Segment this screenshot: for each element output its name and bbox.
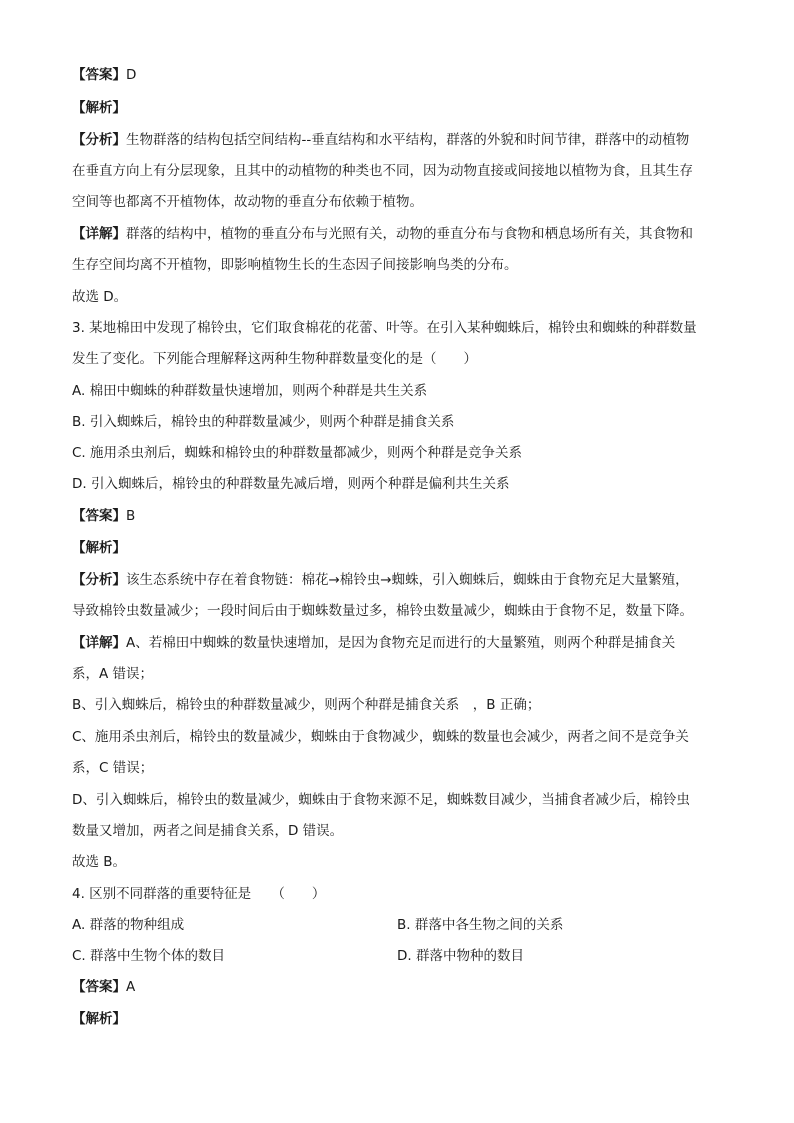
text-line <box>72 758 153 778</box>
text-run: 故选 B。 <box>72 854 127 870</box>
text-run: 故选 D。 <box>72 289 128 305</box>
text-line <box>72 852 126 872</box>
text-line <box>72 443 522 463</box>
text-run: B. 引入蜘蛛后，棉铃虫的种群数量减少，则两个种群是捕食关系 <box>72 414 455 430</box>
section-label: 【解析】 <box>72 540 126 556</box>
text-line <box>72 790 690 810</box>
text-run: 系，C 错误； <box>72 760 154 776</box>
text-line <box>72 318 697 338</box>
section-label: 【详解】 <box>72 226 126 242</box>
text-line <box>72 349 477 369</box>
text-line <box>72 224 693 244</box>
text-line <box>72 474 509 494</box>
text-line <box>72 381 427 401</box>
answer-option: D. 群落中物种的数目 <box>397 948 524 964</box>
text-line <box>72 538 126 558</box>
answer-option: A. 群落的物种组成 <box>72 917 185 933</box>
text-line <box>72 287 127 307</box>
text-line <box>72 98 126 118</box>
text-line <box>72 65 136 85</box>
text-run: 生存空间均离不开植物，即影响植物生长的生态因子间接影响鸟类的分布。 <box>72 257 518 273</box>
text-run: 群落的结构中，植物的垂直分布与光照有关，动物的垂直分布与食物和栖息场所有关，其食物和 <box>126 226 693 242</box>
text-run: B <box>126 508 136 524</box>
text-run: 数量又增加，两者之间是捕食关系，D 错误。 <box>72 823 344 839</box>
text-line <box>72 695 540 715</box>
text-run: D. 引入蜘蛛后，棉铃虫的种群数量先减后增，则两个种群是偏利共生关系 <box>72 476 510 492</box>
answer-option: B. 群落中各生物之间的关系 <box>397 917 564 933</box>
text-run: 系，A 错误； <box>72 666 154 682</box>
text-run: 导致棉铃虫数量减少；一段时间后由于蜘蛛数量过多，棉铃虫数量减少，蜘蛛由于食物不足，数量下降。 <box>72 603 693 619</box>
text-line <box>72 412 454 432</box>
text-run: 空间等也都离不开植物体，故动物的垂直分布依赖于植物。 <box>72 194 423 210</box>
section-label: 【解析】 <box>72 1011 126 1027</box>
text-line <box>72 1009 126 1029</box>
section-label: 【详解】 <box>72 635 126 651</box>
text-line <box>72 633 675 653</box>
section-label: 【分析】 <box>72 572 126 588</box>
section-label: 【答案】 <box>72 67 126 83</box>
answer-option: C. 群落中生物个体的数目 <box>72 948 226 964</box>
text-line <box>72 255 518 275</box>
section-label: 【解析】 <box>72 100 126 116</box>
text-line <box>72 727 689 747</box>
text-line <box>72 130 689 150</box>
text-line <box>72 192 423 212</box>
text-run: 该生态系统中存在着食物链：棉花→棉铃虫→蜘蛛，引入蜘蛛后，蜘蛛由于食物充足大量繁殖， <box>126 572 689 588</box>
text-line <box>72 570 689 590</box>
text-line <box>72 161 693 181</box>
text-run: D、引入蜘蛛后，棉铃虫的数量减少，蜘蛛由于食物来源不足，蜘蛛数目减少，当捕食者减少后，棉铃虫 <box>72 792 690 808</box>
text-run: 4. 区别不同群落的重要特征是 （ ） <box>72 886 326 902</box>
text-run: D <box>126 67 137 83</box>
text-line <box>72 884 325 904</box>
section-label: 【分析】 <box>72 132 126 148</box>
text-run: B、引入蜘蛛后，棉铃虫的种群数量减少，则两个种群是捕食关系 ，B 正确； <box>72 697 541 713</box>
text-line <box>72 821 343 841</box>
text-run: 在垂直方向上有分层现象，且其中的动植物的种类也不同，因为动物直接或间接地以植物为食，且其生存 <box>72 163 693 179</box>
text-run: A <box>126 979 136 995</box>
text-line <box>72 506 135 526</box>
text-run: C. 施用杀虫剂后，蜘蛛和棉铃虫的种群数量都减少，则两个种群是竞争关系 <box>72 445 523 461</box>
section-label: 【答案】 <box>72 979 126 995</box>
text-line <box>72 664 153 684</box>
text-run: A. 棉田中蜘蛛的种群数量快速增加，则两个种群是共生关系 <box>72 383 428 399</box>
text-run: 3. 某地棉田中发现了棉铃虫，它们取食棉花的花蕾、叶等。在引入某种蜘蛛后，棉铃虫和蜘蛛的种群数量 <box>72 320 697 336</box>
text-line <box>72 977 135 997</box>
text-run: A、若棉田中蜘蛛的数量快速增加，是因为食物充足而进行的大量繁殖，则两个种群是捕食关 <box>126 635 676 651</box>
text-line <box>72 601 693 621</box>
section-label: 【答案】 <box>72 508 126 524</box>
text-run: 生物群落的结构包括空间结构--垂直结构和水平结构，群落的外貌和时间节律，群落中的动植物 <box>126 132 690 148</box>
text-run: C、施用杀虫剂后，棉铃虫的数量减少，蜘蛛由于食物减少，蜘蛛的数量也会减少，两者之间不是竞争关 <box>72 729 689 745</box>
text-run: 发生了变化。下列能合理解释这两种生物种群数量变化的是（ ） <box>72 351 477 367</box>
